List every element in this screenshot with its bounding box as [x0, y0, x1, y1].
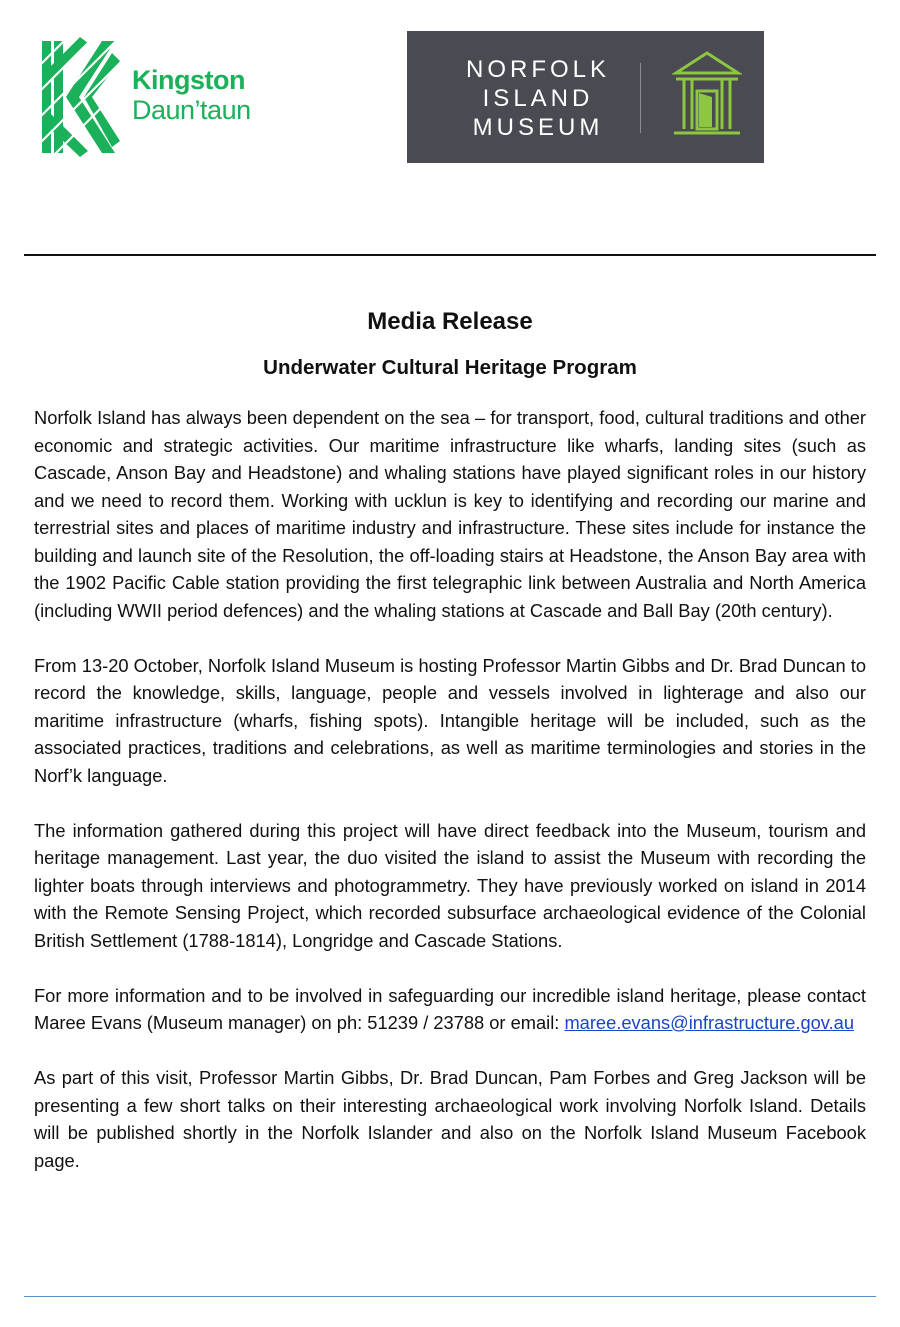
logo-divider	[640, 63, 641, 133]
paragraph-project-feedback: The information gathered during this project will have direct feedback into the Museum, tourism and heritage management. Last year, the duo visited the island to assist the Museum with recording the lighter boats through interviews and photogrammetry. They have previously worked on island in 2014 with the Remote Sensing Project, which recorded subsurface archaeological evidence of the Colonial British Settlement (1788-1814), Longridge and Cascade Stations.	[34, 819, 866, 951]
kingston-dauntaun-logo	[40, 35, 280, 159]
press-release-body	[34, 300, 866, 1202]
contact-email-link[interactable]: maree.evans@infrastructure.gov.au	[564, 1012, 854, 1033]
paragraph-visit-details: From 13-20 October, Norfolk Island Museum is hosting Professor Martin Gibbs and Dr. Brad Duncan to record the knowledge, skills, language, people and vessels involved in lighterage and also our maritime infrastructure (wharfs, fishing spots). Intangible heritage will be included, such as the associated practices, traditions and celebrations, as well as maritime terminologies and stories in the Norf’k language.	[34, 654, 866, 786]
document-subtitle: Underwater Cultural Heritage Program	[263, 356, 637, 379]
paragraph-contact	[34, 982, 866, 1037]
museum-logo-line2: ISLAND	[482, 85, 594, 112]
museum-logo-line3: MUSEUM	[472, 114, 604, 141]
header-divider-line	[24, 254, 876, 256]
kingston-logo-text: Kingston	[132, 65, 245, 95]
paragraph-maritime-heritage: Norfolk Island has always been dependent on the sea – for transport, food, cultural traditions and other economic and strategic activities. Our maritime infrastructure like wharfs, landing sites (such as Cascade, Anson Bay and Headstone) and whaling stations have played significant roles in our history and we need to record them. Working with ucklun is key to identifying and recording our marine and terrestrial sites and places of maritime industry and infrastructure. These sites include for instance the building and launch site of the Resolution, the off-loading stairs at Headstone, the Anson Bay area with the 1902 Pacific Cable station providing the first telegraphic link between Australia and North America (including WWII period defences) and the whaling stations at Cascade and Ball Bay (20th century).	[34, 407, 866, 621]
contact-text: For more information and to be involved in safeguarding our incredible island heritage, please contact Maree Evans (Museum manager) on ph: 51239 / 23788 or email:	[34, 984, 866, 1033]
kingston-k-mark-icon	[40, 35, 126, 159]
norfolk-island-museum-logo	[407, 31, 764, 163]
paragraph-talks: As part of this visit, Professor Martin Gibbs, Dr. Brad Duncan, Pam Forbes and Greg Jackson will be presenting a few short talks on their interesting archaeological work involving Norfolk Island. Details will be published shortly in the Norfolk Islander and also on the Norfolk Island Museum Facebook page.	[34, 1067, 866, 1171]
document-title: Media Release	[367, 308, 533, 335]
dauntaun-logo-text: Daun’taun	[132, 95, 251, 125]
museum-logo-line1: NORFOLK	[465, 56, 610, 83]
letterhead	[0, 0, 900, 260]
footer-divider-line	[24, 1296, 876, 1297]
museum-building-icon	[672, 49, 742, 139]
